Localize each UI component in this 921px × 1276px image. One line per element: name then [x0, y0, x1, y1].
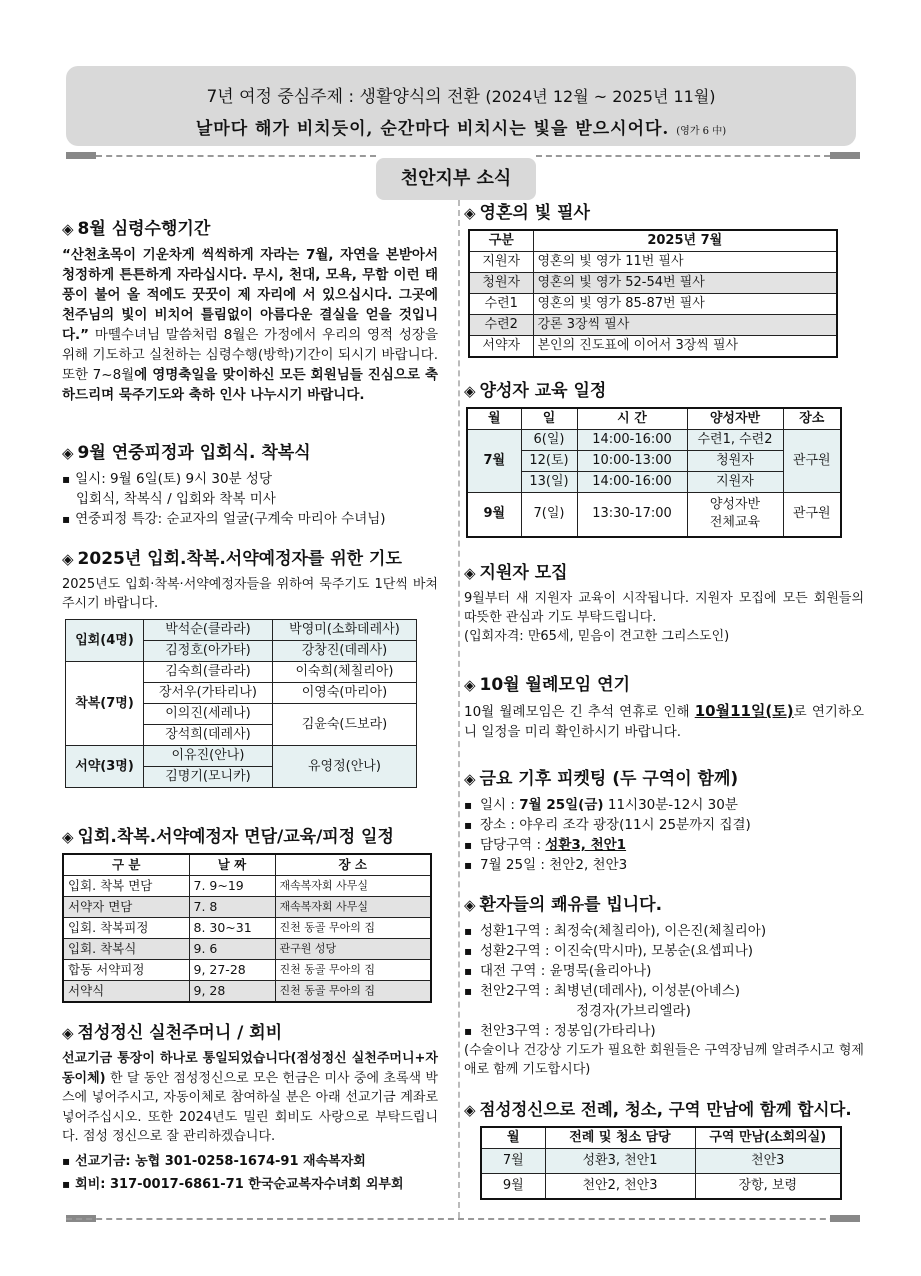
section-patients — [464, 890, 864, 1079]
table-row — [66, 662, 417, 683]
header-cell: 일 — [521, 408, 577, 430]
header-cell: 구 분 — [63, 854, 189, 876]
table-row — [63, 918, 431, 939]
august-retreat-text — [62, 245, 438, 405]
group-label: 서약(3명) — [66, 746, 144, 788]
section-title: 지원자 모집 — [479, 563, 568, 583]
diamond-icon: ◈ — [62, 1024, 74, 1042]
postponed-text — [464, 701, 864, 742]
table-row — [66, 620, 417, 641]
table-cell: 재속복자회 사무실 — [275, 897, 431, 918]
month-cell: 9월 — [467, 493, 521, 537]
table-row — [481, 1149, 841, 1174]
section-meeting-postponed — [464, 670, 864, 742]
header-cell: 장 소 — [275, 854, 431, 876]
table-row — [63, 960, 431, 981]
theme-line — [66, 82, 856, 107]
body-text-2-bold: 에 영명축일을 맞이하신 모든 회원님들 진심으로 축하드리며 묵주기도와 축하 인사 나누시기 바랍니다. — [62, 367, 439, 403]
table-cell: 입회. 착복식 — [63, 939, 189, 960]
group-label: 착복(7명) — [66, 662, 144, 746]
table-cell: 관구원 — [783, 493, 841, 537]
table-cell: 강창진(데레사) — [272, 641, 416, 662]
verse-ref: (영가 6 中) — [676, 126, 727, 137]
month-cell: 7월 — [467, 430, 521, 493]
table-cell: 김윤숙(드보라) — [272, 704, 416, 746]
divider-right — [536, 155, 830, 157]
group-label: 입회(4명) — [66, 620, 144, 662]
table-cell: 관구원 — [783, 430, 841, 493]
mission-fund-text — [62, 1049, 438, 1147]
table-cell: 합동 서약피정 — [63, 960, 189, 981]
table-cell: 13(일) — [521, 472, 577, 493]
table-cell: 박석순(클라라) — [144, 620, 273, 641]
list-item: ▪ 연중피정 특강: 순교자의 얼굴(구계숙 마리아 수녀님) — [62, 509, 438, 529]
table-cell: 장석희(데레사) — [144, 725, 273, 746]
table-cell: 지원자 — [469, 252, 533, 273]
table-cell: 관구원 성당 — [275, 939, 431, 960]
body-text: 마뗄수녀님 말씀처럼 8월은 가정에서 우리의 영적 성장을 위해 기도하고 실천하는 심령수행(방학)기간이 되시기 바랍니다. — [62, 327, 438, 363]
section-title: 2025년 입회.착복.서약예정자를 위한 기도 — [77, 549, 402, 569]
section-liturgy-duty — [464, 1096, 884, 1200]
interview-table — [62, 853, 432, 1003]
table-cell: 수련2 — [469, 315, 533, 336]
list-item: ▪ 장소 : 야우리 조각 광장(11시 25분까지 집결) — [464, 815, 864, 835]
header-cell: 시 간 — [577, 408, 687, 430]
diamond-icon: ◈ — [62, 444, 74, 462]
section-mission-fund — [62, 1018, 438, 1196]
prayer-text: 2025년도 입회·착복·서약예정자들을 위하여 묵주기도 1단씩 바쳐주시기 바랍니다. — [62, 577, 438, 611]
theme-label: 7년 여정 중심주제 : 생활양식의 전환 — [206, 87, 480, 107]
body-text-2: 또한 7~8월 — [62, 367, 135, 383]
section-september-retreat — [62, 438, 438, 529]
section-title: 8월 심령수행기간 — [77, 219, 211, 239]
diamond-icon: ◈ — [62, 550, 74, 568]
table-row — [467, 493, 841, 537]
list-item: ▪ 성환2구역 : 이진숙(막시마), 모봉순(요셉피나) — [464, 941, 864, 961]
section-interview-schedule — [62, 822, 438, 1003]
time: 11시30분-12시 30분 — [603, 797, 738, 813]
diamond-icon: ◈ — [62, 220, 74, 238]
header-cell: 구역 만남(소회의실) — [695, 1127, 841, 1149]
table-cell: 박영미(소화데레사) — [272, 620, 416, 641]
column-divider — [458, 200, 460, 1218]
table-cell: 장항, 보령 — [695, 1174, 841, 1199]
table-cell: 김명기(모니카) — [144, 767, 273, 788]
table-row — [467, 430, 841, 451]
table-header-row — [63, 854, 431, 876]
table-cell: 영혼의 빛 영가 52-54번 필사 — [533, 273, 837, 294]
list-item: 정경자(가브리엘라) — [576, 1003, 691, 1019]
table-cell: 장서우(가타리나) — [144, 683, 273, 704]
class-line: 전체교육 — [709, 515, 761, 531]
section-soul-light — [464, 198, 864, 358]
section-applicant-recruit — [464, 558, 864, 646]
table-cell: 유영정(안나) — [272, 746, 416, 788]
table-header-row — [469, 230, 837, 252]
table-cell: 진천 동골 무아의 집 — [275, 918, 431, 939]
body-text-2: 로 연기하오니 일정을 미리 확인하시기 바랍니다. — [464, 704, 865, 740]
list-item: ▪ 회비: 317-0017-6861-71 한국순교복자수녀회 외부회 — [62, 1173, 438, 1196]
section-formation-schedule — [464, 376, 864, 538]
recruit-note: (입회자격: 만65세, 믿음이 견고한 그리스도인) — [464, 629, 730, 644]
class-line: 양성자반 — [709, 497, 761, 513]
table-cell: 이영숙(마리아) — [272, 683, 416, 704]
diamond-icon: ◈ — [464, 676, 476, 694]
quote-text: “산천초목이 기운차게 씩씩하게 자라는 7월, 자연을 본받아서 청정하게 튼튼하게 자라십시다. 무시, 천대, 모욕, 무함 이런 태풍이 불어 올 적에도 꿋꿋이 제 자리에 서 있으십시다. 그곳에 천주님의 빛이 비치어 틀림없이 아름다운 결실을 얻을 것입니다.” — [62, 247, 438, 343]
table-cell: 12(토) — [521, 451, 577, 472]
section-title: 환자들의 쾌유를 빕니다. — [479, 895, 663, 915]
table-row — [63, 876, 431, 897]
table-cell — [687, 493, 783, 537]
table-cell: 성환3, 천안1 — [545, 1149, 695, 1174]
table-row — [469, 336, 837, 358]
header-cell: 구분 — [469, 230, 533, 252]
table-cell: 지원자 — [687, 472, 783, 493]
new-date: 10월11일(토) — [694, 702, 794, 720]
formation-table — [466, 407, 842, 538]
label: 일시 : — [480, 797, 520, 813]
label: 담당구역 : — [480, 837, 546, 853]
list-item: ▪ 성환1구역 : 최정숙(체칠리아), 이은진(체칠리아) — [464, 921, 864, 941]
theme-dates: (2024년 12월 ~ 2025년 11월) — [485, 87, 716, 106]
list-item — [464, 795, 864, 815]
table-row — [469, 252, 837, 273]
table-row — [469, 294, 837, 315]
table-cell: 본인의 진도표에 이어서 3장씩 필사 — [533, 336, 837, 358]
section-climate-picketing — [464, 764, 864, 875]
bottom-cap-right — [830, 1215, 860, 1222]
table-header-row — [481, 1127, 841, 1149]
list-item: ▪ 천안3구역 : 정봉임(가타리나) — [464, 1021, 864, 1041]
header-cell: 날 짜 — [189, 854, 275, 876]
table-header-row — [467, 408, 841, 430]
diamond-icon: ◈ — [464, 564, 476, 582]
table-cell: 10:00-13:00 — [577, 451, 687, 472]
verse-text: 날마다 해가 비치듯이, 순간마다 비치시는 빛을 받으시어다. — [195, 119, 670, 139]
table-cell: 14:00-16:00 — [577, 430, 687, 451]
table-row — [469, 273, 837, 294]
table-cell: 9월 — [481, 1174, 545, 1199]
table-row — [469, 315, 837, 336]
duty-table — [480, 1126, 842, 1200]
table-cell: 이숙희(체칠리아) — [272, 662, 416, 683]
table-row — [63, 981, 431, 1003]
recruit-text: 9월부터 새 지원자 교육이 시작됩니다. 지원자 모집에 모든 회원들의 따뜻한 관심과 기도 부탁드립니다. — [464, 591, 864, 625]
table-cell: 이유진(안나) — [144, 746, 273, 767]
list-item: ▪ 일시: 9월 6일(토) 9시 30분 성당 — [62, 469, 438, 489]
table-cell: 서약식 — [63, 981, 189, 1003]
date-bold: 7월 25일(금) — [519, 797, 604, 813]
list-item — [464, 835, 864, 855]
table-row — [481, 1174, 841, 1199]
table-cell: 진천 동골 무아의 집 — [275, 981, 431, 1003]
section-title: 9월 연중피정과 입회식. 착복식 — [77, 443, 311, 463]
list-item: ▪ 7월 25일 : 천안2, 천안3 — [464, 855, 864, 875]
body-text: 10월 월례모임은 긴 추석 연휴로 인해 — [464, 704, 695, 720]
section-title: 점성정신으로 전례, 청소, 구역 만남에 함께 합시다. — [479, 1100, 852, 1119]
divider-cap-right — [830, 152, 860, 159]
table-row — [66, 746, 417, 767]
header-cell: 전례 및 청소 담당 — [545, 1127, 695, 1149]
table-cell: 김정호(아가타) — [144, 641, 273, 662]
table-cell: 천안3 — [695, 1149, 841, 1174]
section-title: 양성자 교육 일정 — [479, 381, 607, 401]
table-cell: 7(일) — [521, 493, 577, 537]
verse-line — [66, 114, 856, 139]
table-cell: 수련1 — [469, 294, 533, 315]
table-cell: 영혼의 빛 영가 11번 필사 — [533, 252, 837, 273]
area-bold: 성환3, 천안1 — [545, 837, 627, 853]
table-cell: 9. 6 — [189, 939, 275, 960]
table-cell: 이의진(세레나) — [144, 704, 273, 725]
header-cell: 양성자반 — [687, 408, 783, 430]
divider-left — [96, 155, 376, 157]
transcription-table — [468, 229, 838, 358]
list-item: ▪ 천안2구역 : 최병년(데레사), 이성분(아녜스) — [464, 981, 864, 1001]
header-banner — [66, 66, 856, 146]
bottom-divider — [66, 1218, 856, 1220]
table-cell: 8. 30~31 — [189, 918, 275, 939]
section-august-retreat — [62, 214, 438, 405]
table-cell: 서약자 면담 — [63, 897, 189, 918]
section-title: 영혼의 빛 필사 — [479, 203, 590, 223]
table-cell: 7. 9~19 — [189, 876, 275, 897]
section-title: 10월 월례모임 연기 — [479, 675, 630, 695]
header-cell: 월 — [481, 1127, 545, 1149]
table-cell: 강론 3장씩 필사 — [533, 315, 837, 336]
list-item: 입회식, 착복식 / 입회와 착복 미사 — [76, 491, 276, 507]
table-cell: 서약자 — [469, 336, 533, 358]
table-cell: 13:30-17:00 — [577, 493, 687, 537]
body-text: 한 달 동안 점성정신으로 모은 헌금은 미사 중에 초록색 박스에 넣어주시고, 자동이체로 참여하실 분은 아래 선교기금 계좌로 넣어주십시오. 또한 2024년도 밀린 회비도 사랑으로 부탁드립니다. 점성 정신으로 잘 관리하겠습니다. — [62, 1070, 438, 1144]
divider-cap-left — [66, 152, 96, 159]
patients-note: (수술이나 건강상 기도가 필요한 회원들은 구역장님께 알려주시고 형제애로 함께 기도합시다) — [464, 1043, 864, 1077]
table-cell: 9, 28 — [189, 981, 275, 1003]
diamond-icon: ◈ — [464, 1101, 476, 1119]
diamond-icon: ◈ — [464, 770, 476, 788]
page-title: 천안지부 소식 — [376, 158, 536, 200]
table-cell: 7. 8 — [189, 897, 275, 918]
list-item: ▪ 대전 구역 : 윤명묵(율리아나) — [464, 961, 864, 981]
section-title: 점성정신 실천주머니 / 회비 — [77, 1023, 283, 1043]
section-title: 금요 기후 피켓팅 (두 구역이 함께) — [479, 769, 739, 789]
diamond-icon: ◈ — [62, 828, 74, 846]
table-cell: 청원자 — [469, 273, 533, 294]
header-cell: 장소 — [783, 408, 841, 430]
table-cell: 진천 동골 무아의 집 — [275, 960, 431, 981]
diamond-icon: ◈ — [464, 382, 476, 400]
body-text-bold: 선교기금 통장이 하나로 통일되었습니다(점성정신 실천주머니+자동이체) — [62, 1051, 438, 1086]
diamond-icon: ◈ — [464, 896, 476, 914]
table-cell: 청원자 — [687, 451, 783, 472]
header-cell: 월 — [467, 408, 521, 430]
list-item: ▪ 선교기금: 농협 301-0258-1674-91 재속복자회 — [62, 1150, 438, 1173]
table-cell: 천안2, 천안3 — [545, 1174, 695, 1199]
table-row — [63, 897, 431, 918]
table-cell: 입회. 착복피정 — [63, 918, 189, 939]
diamond-icon: ◈ — [464, 204, 476, 222]
table-row — [63, 939, 431, 960]
table-cell: 영혼의 빛 영가 85-87번 필사 — [533, 294, 837, 315]
table-cell: 6(일) — [521, 430, 577, 451]
section-prayer-candidates — [62, 544, 438, 788]
table-cell: 입회. 착복 면담 — [63, 876, 189, 897]
table-cell: 재속복자회 사무실 — [275, 876, 431, 897]
table-cell: 9, 27-28 — [189, 960, 275, 981]
table-cell: 14:00-16:00 — [577, 472, 687, 493]
table-cell: 7월 — [481, 1149, 545, 1174]
section-title: 입회.착복.서약예정자 면담/교육/피정 일정 — [77, 827, 394, 847]
header-cell: 2025년 7월 — [533, 230, 837, 252]
table-cell: 수련1, 수련2 — [687, 430, 783, 451]
candidates-table — [65, 619, 417, 788]
table-cell: 김숙희(클라라) — [144, 662, 273, 683]
